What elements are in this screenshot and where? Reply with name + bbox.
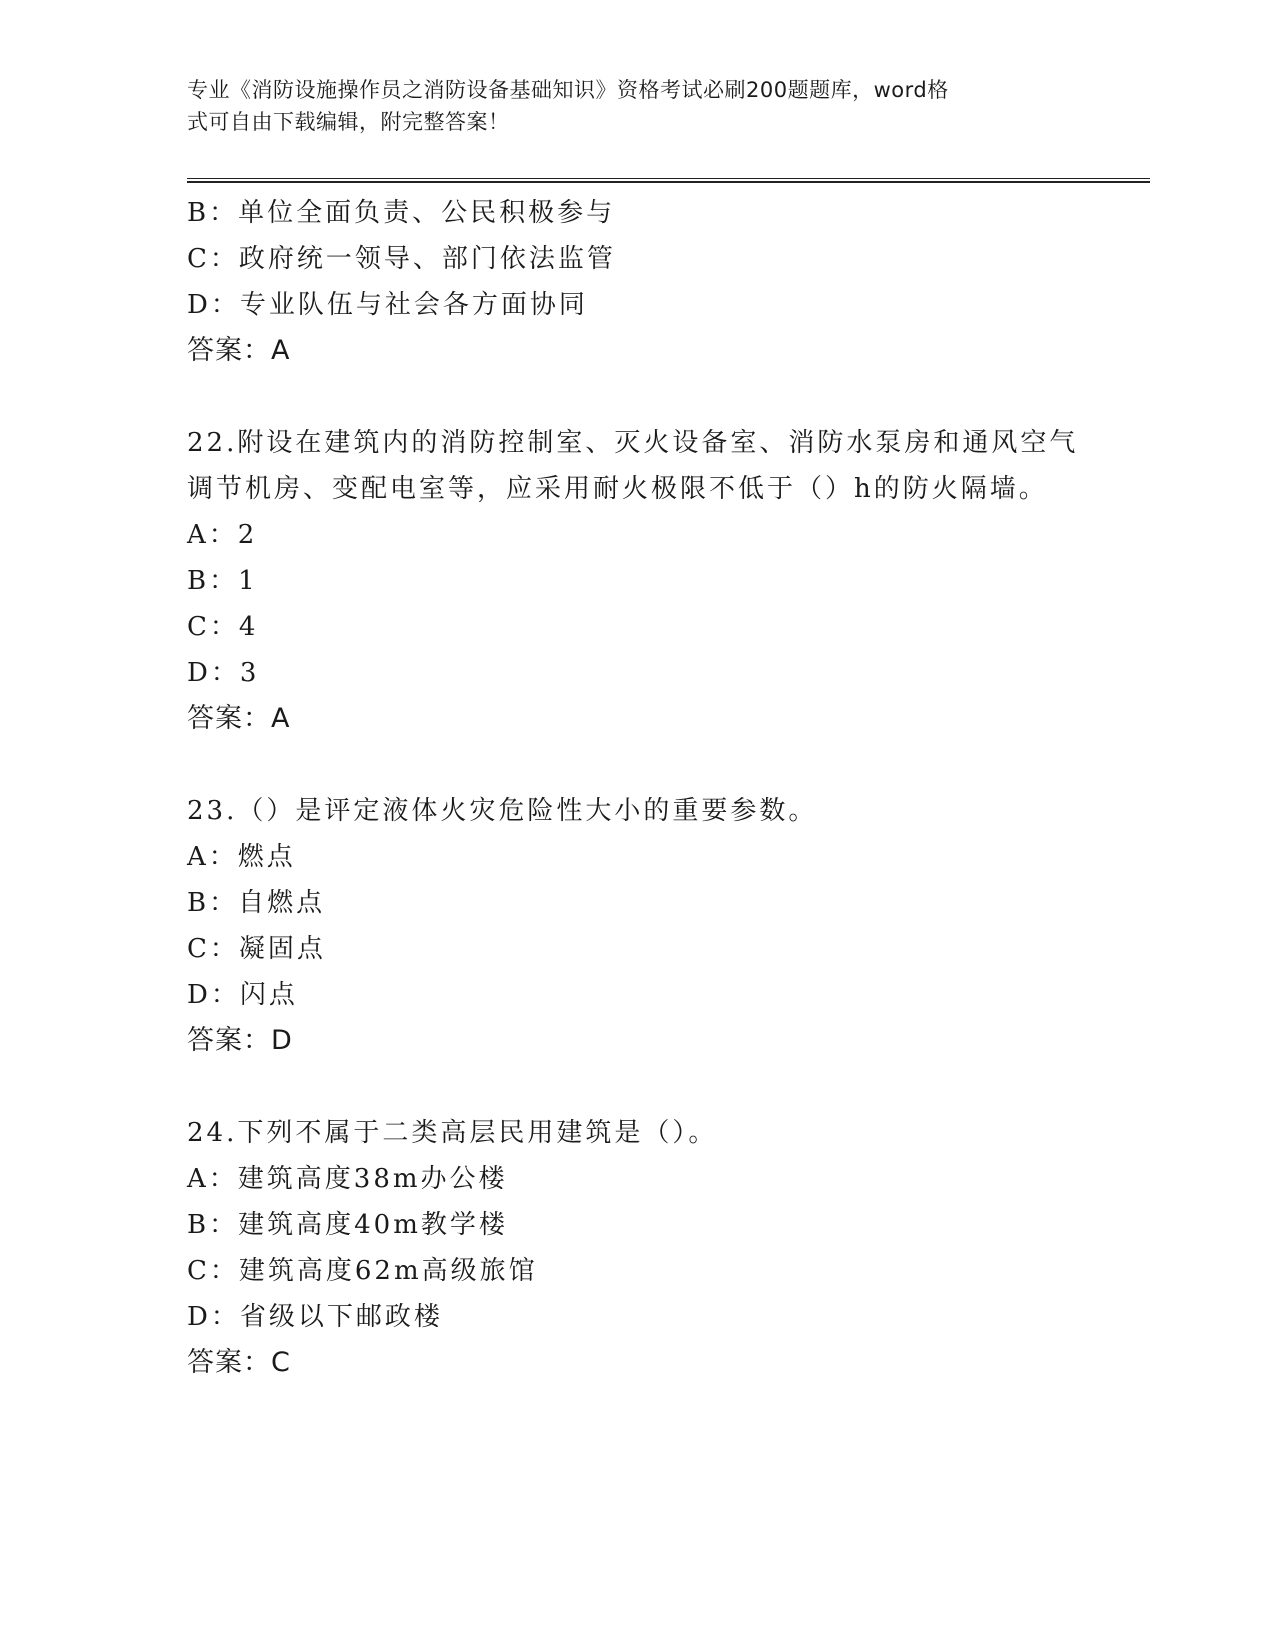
question-22 [187,420,1087,742]
option-c: C：凝固点 [187,934,326,964]
question-24 [187,1110,1087,1386]
option-b: B：自燃点 [187,888,326,918]
option-a: A：2 [187,520,258,550]
header-divider-thick [187,181,1150,183]
option-c: C：政府统一领导、部门依法监管 [187,244,616,274]
document-header [187,74,1067,138]
option-b: B：1 [187,566,258,596]
option-a: A：燃点 [187,842,296,872]
option-d: D：专业队伍与社会各方面协同 [187,290,588,320]
question-21 [187,190,1087,374]
answer: 答案：C [187,1347,291,1378]
option-c: C：建筑高度62m高级旅馆 [187,1256,538,1286]
option-a: A：建筑高度38m办公楼 [187,1164,508,1194]
question-stem: 23.（）是评定液体火灾危险性大小的重要参数。 [187,796,818,826]
option-b: B：建筑高度40m教学楼 [187,1210,508,1240]
question-stem: 24.下列不属于二类高层民用建筑是（）。 [187,1118,718,1148]
answer: 答案：A [187,703,291,734]
option-d: D：省级以下邮政楼 [187,1302,443,1332]
header-line-1: 专业《消防设施操作员之消防设备基础知识》资格考试必刷200题题库，word格 [187,78,949,102]
question-stem-line-1: 22.附设在建筑内的消防控制室、灭火设备室、消防水泵房和通风空气 [187,428,1079,458]
answer: 答案：D [187,1025,293,1056]
header-divider-thin [187,178,1150,179]
question-stem-line-2: 调节机房、变配电室等，应采用耐火极限不低于（）h的防火隔墙。 [187,474,1048,504]
option-d: D：闪点 [187,980,298,1010]
option-d: D：3 [187,658,260,688]
question-body [187,190,1087,1386]
option-c: C：4 [187,612,259,642]
answer: 答案：A [187,335,291,366]
option-b: B：单位全面负责、公民积极参与 [187,198,616,228]
question-23 [187,788,1087,1064]
header-line-2: 式可自由下载编辑，附完整答案！ [187,110,510,134]
